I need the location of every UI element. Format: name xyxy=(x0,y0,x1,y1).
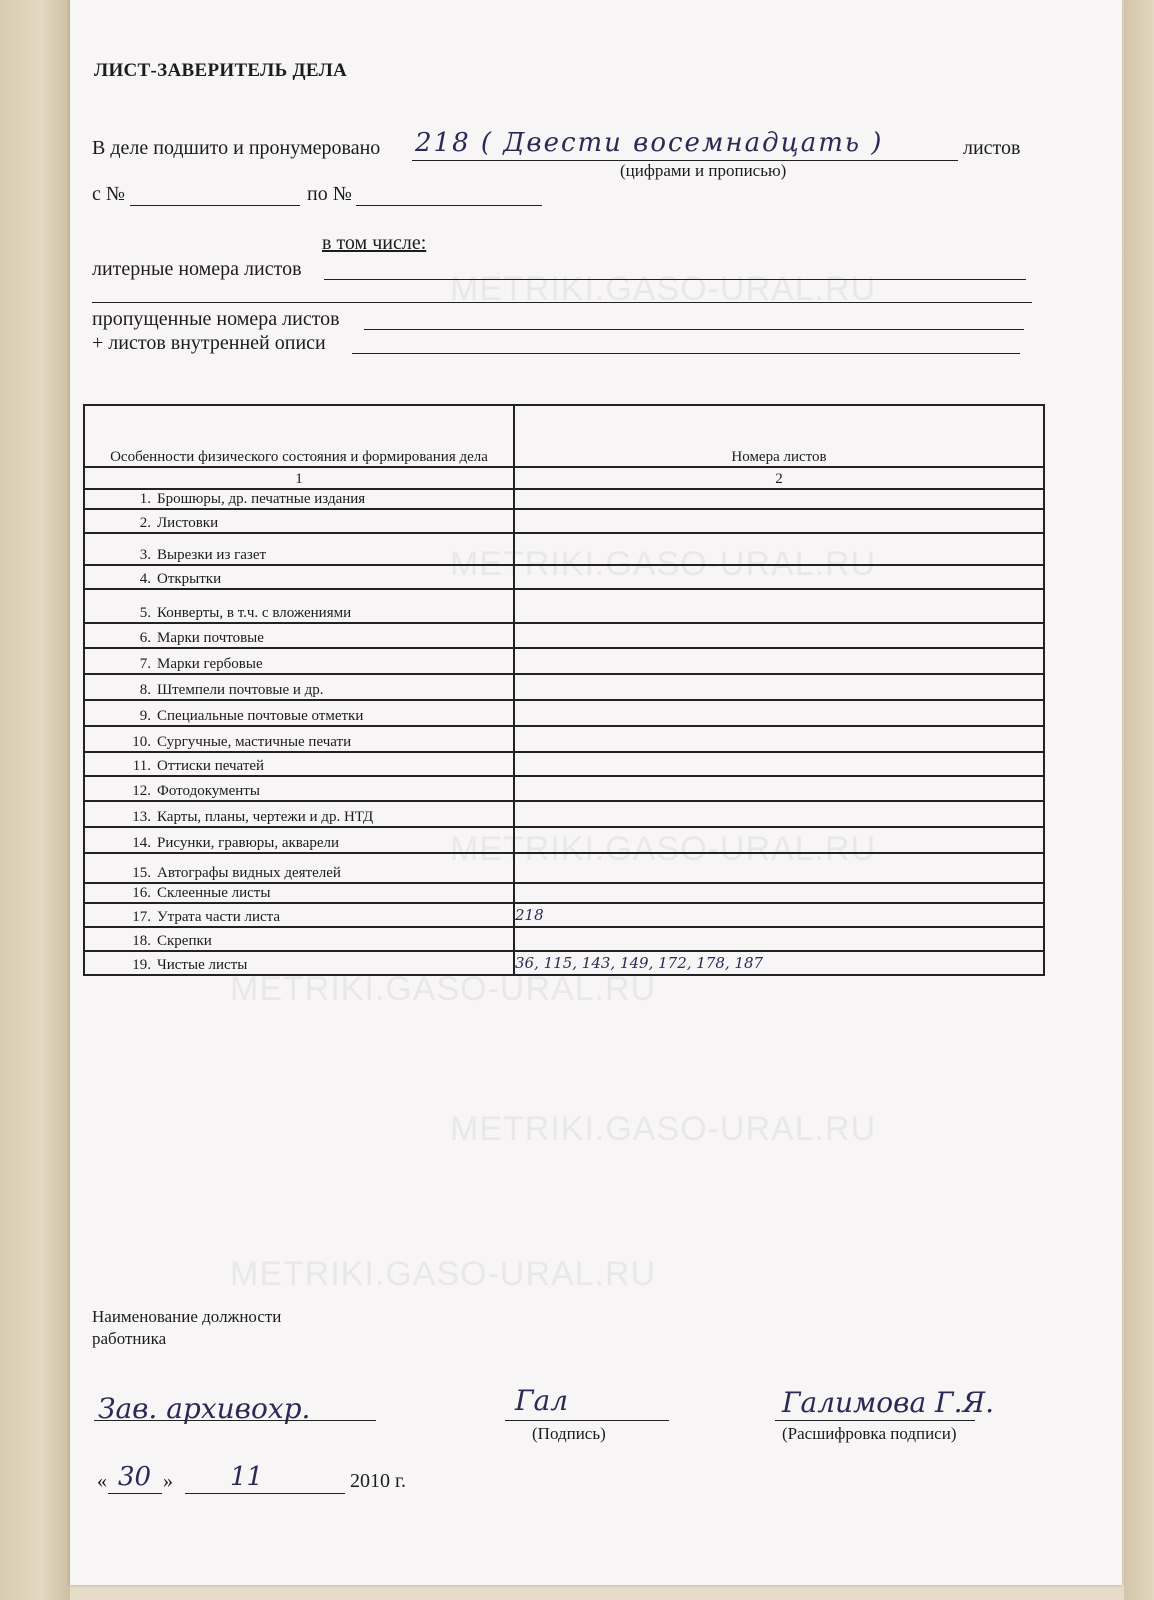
row-sheet-numbers xyxy=(514,589,1044,623)
table-row xyxy=(84,927,1044,951)
signature: Гал xyxy=(515,1384,569,1417)
date-day: 30 xyxy=(118,1462,152,1492)
from-line xyxy=(130,205,300,206)
table-row xyxy=(84,827,1044,853)
table-row xyxy=(84,801,1044,827)
row-sheet-numbers: 36, 115, 143, 149, 172, 178, 187 xyxy=(514,951,1044,975)
inner-inventory-label: + листов внутренней описи xyxy=(92,332,326,354)
col1-header: Особенности физического состояния и формирования дела xyxy=(84,405,514,467)
row-feature-cell xyxy=(84,883,514,903)
row-label: Открытки xyxy=(157,571,222,587)
date-month: 11 xyxy=(230,1462,264,1492)
row-label: Утрата части листа xyxy=(157,909,281,925)
watermark: METRIKI.GASO-URAL.RU xyxy=(230,970,657,1008)
row-number: 18. xyxy=(132,933,151,949)
row-number: 16. xyxy=(132,885,151,901)
row-number: 11. xyxy=(132,758,151,774)
row-number: 14. xyxy=(132,835,151,851)
filed-hint: (цифрами и прописью) xyxy=(620,161,787,180)
row-sheet-numbers xyxy=(514,565,1044,589)
decoded-caption: (Расшифровка подписи) xyxy=(782,1424,957,1443)
row-number: 4. xyxy=(139,571,151,587)
row-number: 7. xyxy=(139,656,151,672)
row-number: 3. xyxy=(139,547,151,563)
row-feature-cell xyxy=(84,533,514,565)
row-number: 17. xyxy=(132,909,151,925)
row-sheet-numbers xyxy=(514,853,1044,883)
row-feature-cell xyxy=(84,623,514,648)
row-label: Сургучные, мастичные печати xyxy=(157,734,352,750)
row-sheet-numbers xyxy=(514,509,1044,533)
watermark: METRIKI.GASO-URAL.RU xyxy=(450,1110,877,1148)
row-number: 10. xyxy=(132,734,151,750)
row-sheet-numbers xyxy=(514,674,1044,700)
table-row xyxy=(84,883,1044,903)
missing-numbers-line xyxy=(364,329,1024,330)
table-row xyxy=(84,648,1044,674)
row-sheet-numbers xyxy=(514,801,1044,827)
row-feature-cell xyxy=(84,648,514,674)
col2-number: 2 xyxy=(514,467,1044,489)
row-number: 13. xyxy=(132,809,151,825)
row-label: Автографы видных деятелей xyxy=(157,865,341,881)
including-label: в том числе: xyxy=(322,232,427,254)
binding-edge xyxy=(0,0,70,1600)
table-row xyxy=(84,509,1044,533)
table-row xyxy=(84,533,1044,565)
signature-line xyxy=(505,1420,669,1421)
position-handwritten: Зав. архивохр. xyxy=(98,1392,311,1425)
row-feature-cell xyxy=(84,801,514,827)
row-sheet-numbers xyxy=(514,700,1044,726)
filed-prefix: В деле подшито и пронумеровано xyxy=(92,137,381,159)
date-day-line xyxy=(108,1493,162,1494)
document-page xyxy=(70,0,1122,1585)
table-row xyxy=(84,951,1044,975)
row-feature-cell xyxy=(84,589,514,623)
signature-caption: (Подпись) xyxy=(532,1424,606,1443)
row-feature-cell xyxy=(84,853,514,883)
inner-inventory-line xyxy=(352,353,1020,354)
to-line xyxy=(356,205,542,206)
row-label: Листовки xyxy=(157,515,219,531)
table-row xyxy=(84,700,1044,726)
row-sheet-numbers xyxy=(514,827,1044,853)
missing-numbers-label: пропущенные номера листов xyxy=(92,308,340,330)
decoded-line xyxy=(775,1420,975,1421)
table-row xyxy=(84,623,1044,648)
features-table xyxy=(83,404,1045,976)
row-feature-cell xyxy=(84,726,514,752)
document-title: ЛИСТ-ЗАВЕРИТЕЛЬ ДЕЛА xyxy=(94,60,348,81)
watermark: METRIKI.GASO-URAL.RU xyxy=(230,1255,657,1293)
row-label: Марки почтовые xyxy=(157,630,264,646)
table-row xyxy=(84,589,1044,623)
row-sheet-numbers xyxy=(514,752,1044,776)
row-feature-cell xyxy=(84,700,514,726)
row-number: 2. xyxy=(139,515,151,531)
row-label: Скрепки xyxy=(157,933,212,949)
row-number: 5. xyxy=(139,605,151,621)
date-close-quote: » xyxy=(163,1470,173,1492)
row-feature-cell xyxy=(84,509,514,533)
col2-header: Номера листов xyxy=(514,405,1044,467)
row-feature-cell xyxy=(84,927,514,951)
table-row xyxy=(84,674,1044,700)
date-open-quote: « xyxy=(97,1470,107,1492)
watermark: METRIKI.GASO-URAL.RU xyxy=(450,830,877,868)
row-label: Фотодокументы xyxy=(157,783,260,799)
table-row xyxy=(84,776,1044,801)
date-year: 2010 г. xyxy=(350,1470,406,1492)
row-label: Склеенные листы xyxy=(157,885,271,901)
row-sheet-numbers xyxy=(514,489,1044,509)
row-sheet-numbers: 218 xyxy=(514,903,1044,927)
date-month-line xyxy=(185,1493,345,1494)
row-label: Оттиски печатей xyxy=(157,758,265,774)
letter-numbers-line xyxy=(324,279,1026,280)
row-sheet-numbers xyxy=(514,533,1044,565)
row-label: Брошюры, др. печатные издания xyxy=(157,491,366,507)
row-sheet-numbers xyxy=(514,927,1044,951)
filed-count-handwritten: 218 ( Двести восемнадцать ) xyxy=(415,128,884,158)
row-feature-cell xyxy=(84,776,514,801)
table-header-row xyxy=(84,405,1044,467)
row-label: Специальные почтовые отметки xyxy=(157,708,364,724)
row-feature-cell xyxy=(84,951,514,975)
row-feature-cell xyxy=(84,489,514,509)
row-label: Штемпели почтовые и др. xyxy=(157,682,324,698)
table-row xyxy=(84,565,1044,589)
row-number: 9. xyxy=(139,708,151,724)
row-label: Конверты, в т.ч. с вложениями xyxy=(157,605,352,621)
row-sheet-numbers xyxy=(514,726,1044,752)
row-number: 15. xyxy=(132,865,151,881)
row-label: Чистые листы xyxy=(157,957,248,973)
row-sheet-numbers xyxy=(514,623,1044,648)
row-feature-cell xyxy=(84,827,514,853)
position-line xyxy=(94,1420,376,1421)
table-row xyxy=(84,489,1044,509)
col1-number: 1 xyxy=(84,467,514,489)
folder-edge xyxy=(1124,0,1154,1600)
to-label: по № xyxy=(307,183,352,205)
filed-suffix: листов xyxy=(963,137,1021,159)
letter-numbers-label: литерные номера листов xyxy=(92,258,302,280)
watermark: METRIKI.GASO-URAL.RU xyxy=(450,270,877,308)
watermark: METRIKI.GASO-URAL.RU xyxy=(450,545,877,583)
row-sheet-numbers xyxy=(514,883,1044,903)
row-label: Карты, планы, чертежи и др. НТД xyxy=(157,809,374,825)
row-number: 6. xyxy=(139,630,151,646)
table-row xyxy=(84,903,1044,927)
position-label-1: Наименование должности xyxy=(92,1307,282,1326)
table-row xyxy=(84,752,1044,776)
position-label-2: работника xyxy=(92,1329,167,1348)
row-sheet-numbers xyxy=(514,648,1044,674)
table-row xyxy=(84,726,1044,752)
row-feature-cell xyxy=(84,565,514,589)
row-label: Рисунки, гравюры, акварели xyxy=(157,835,340,851)
from-label: с № xyxy=(92,183,125,205)
letter-numbers-line-2 xyxy=(92,302,1032,303)
decoded-signature: Галимова Г.Я. xyxy=(782,1386,995,1419)
row-number: 12. xyxy=(132,783,151,799)
table-row xyxy=(84,853,1044,883)
row-feature-cell xyxy=(84,903,514,927)
row-sheet-numbers xyxy=(514,776,1044,801)
row-feature-cell xyxy=(84,752,514,776)
row-label: Марки гербовые xyxy=(157,656,263,672)
row-number: 8. xyxy=(139,682,151,698)
row-number: 1. xyxy=(139,491,151,507)
row-label: Вырезки из газет xyxy=(157,547,267,563)
row-feature-cell xyxy=(84,674,514,700)
table-number-row xyxy=(84,467,1044,489)
row-number: 19. xyxy=(132,957,151,973)
